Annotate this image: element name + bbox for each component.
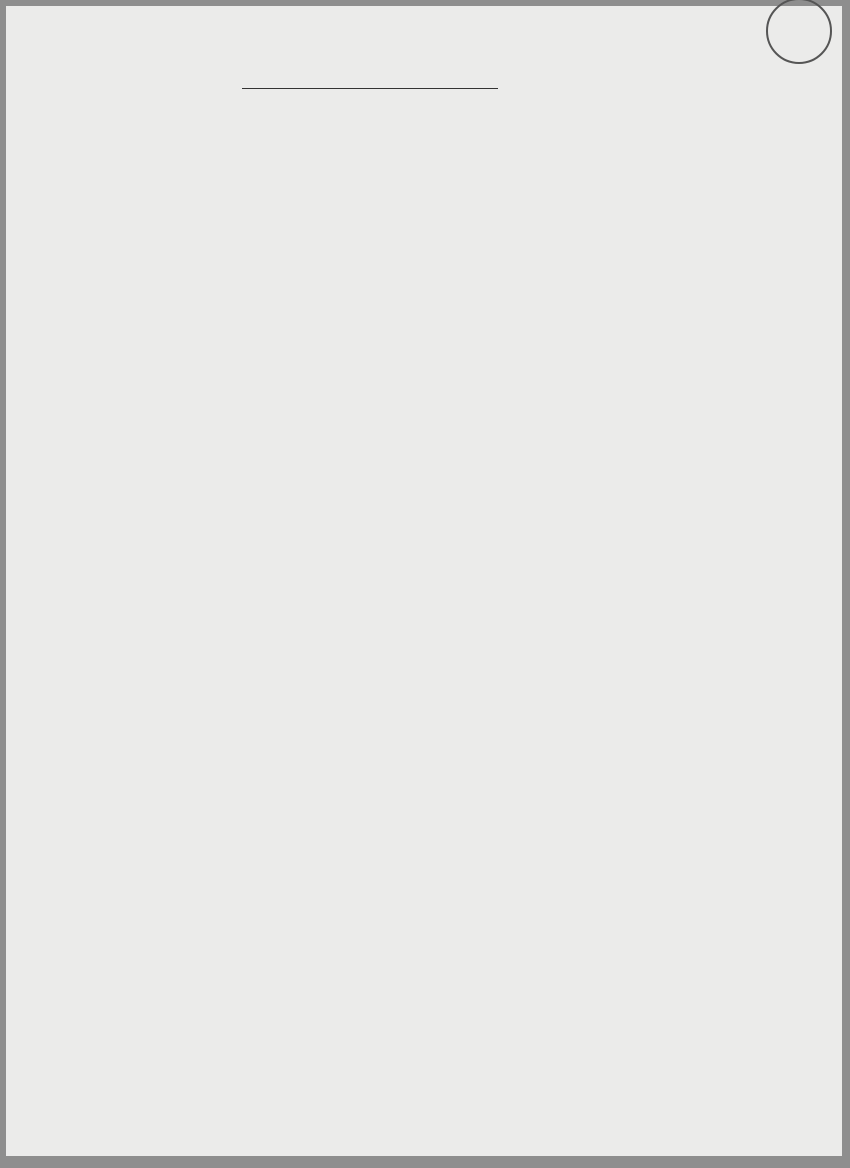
census-sheet [6, 6, 842, 1156]
census-grid [6, 6, 842, 1156]
